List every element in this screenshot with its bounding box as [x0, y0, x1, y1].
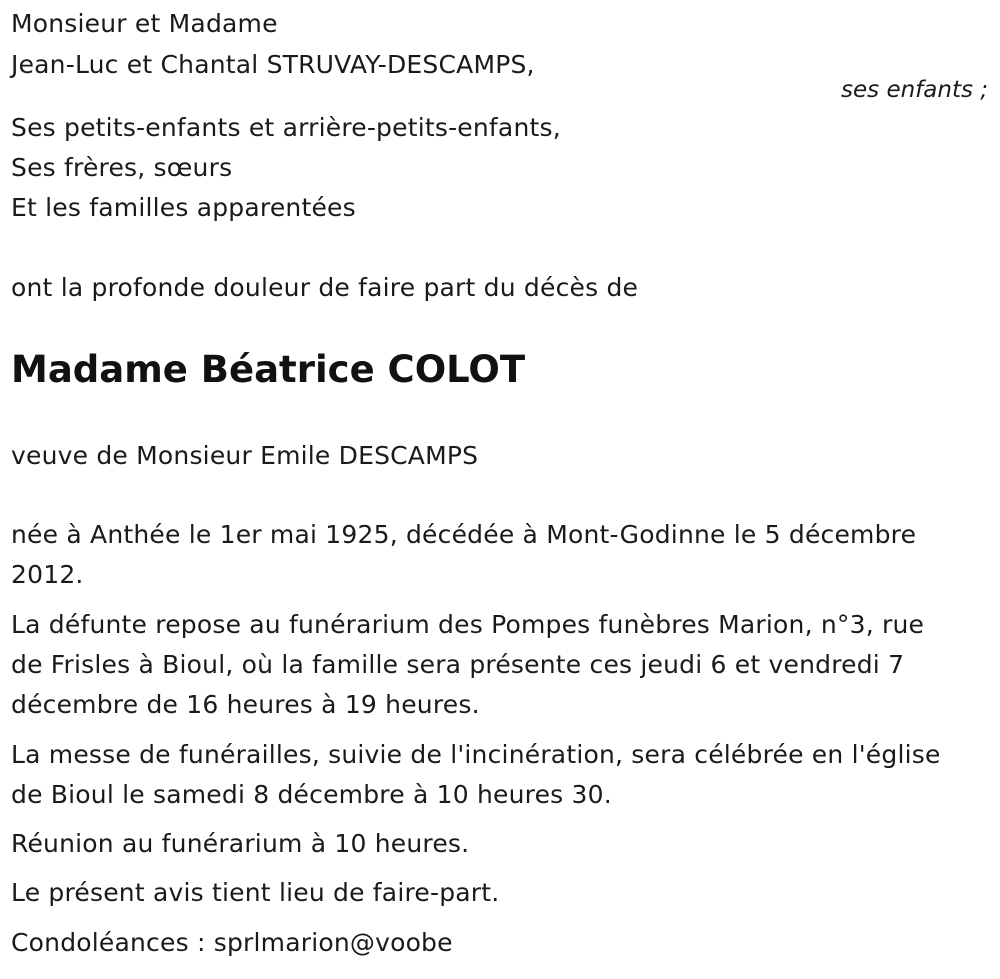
- deceased-relation: veuve de Monsieur Emile DESCAMPS: [11, 441, 479, 470]
- repose-line-2: de Frisles à Bioul, où la famille sera présente ces jeudi 6 et vendredi 7: [11, 650, 905, 679]
- family-line-2: Jean-Luc et Chantal STRUVAY-DESCAMPS,: [11, 50, 535, 79]
- family-line-5: Et les familles apparentées: [11, 193, 356, 222]
- family-line-1: Monsieur et Madame: [11, 9, 278, 38]
- family-line-4: Ses frères, sœurs: [11, 153, 233, 182]
- repose-line-3: décembre de 16 heures à 19 heures.: [11, 690, 480, 719]
- children-note: ses enfants ;: [841, 77, 988, 103]
- deceased-name: Madame Béatrice COLOT: [11, 348, 526, 391]
- family-line-3: Ses petits-enfants et arrière-petits-enfants,: [11, 113, 561, 142]
- repose-line-1: La défunte repose au funérarium des Pompes funèbres Marion, n°3, rue: [11, 610, 925, 639]
- announcement-text: ont la profonde douleur de faire part du décès de: [11, 273, 639, 302]
- mass-line-1: La messe de funérailles, suivie de l'incinération, sera célébrée en l'église: [11, 740, 941, 769]
- birth-death-line-1: née à Anthée le 1er mai 1925, décédée à Mont-Godinne le 5 décembre: [11, 520, 917, 549]
- notice-line: Le présent avis tient lieu de faire-part.: [11, 878, 500, 907]
- birth-death-line-2: 2012.: [11, 560, 84, 589]
- meeting-line: Réunion au funérarium à 10 heures.: [11, 829, 470, 858]
- condolences-line: Condoléances : sprlmarion@voobe: [11, 928, 453, 957]
- mass-line-2: de Bioul le samedi 8 décembre à 10 heures 30.: [11, 780, 612, 809]
